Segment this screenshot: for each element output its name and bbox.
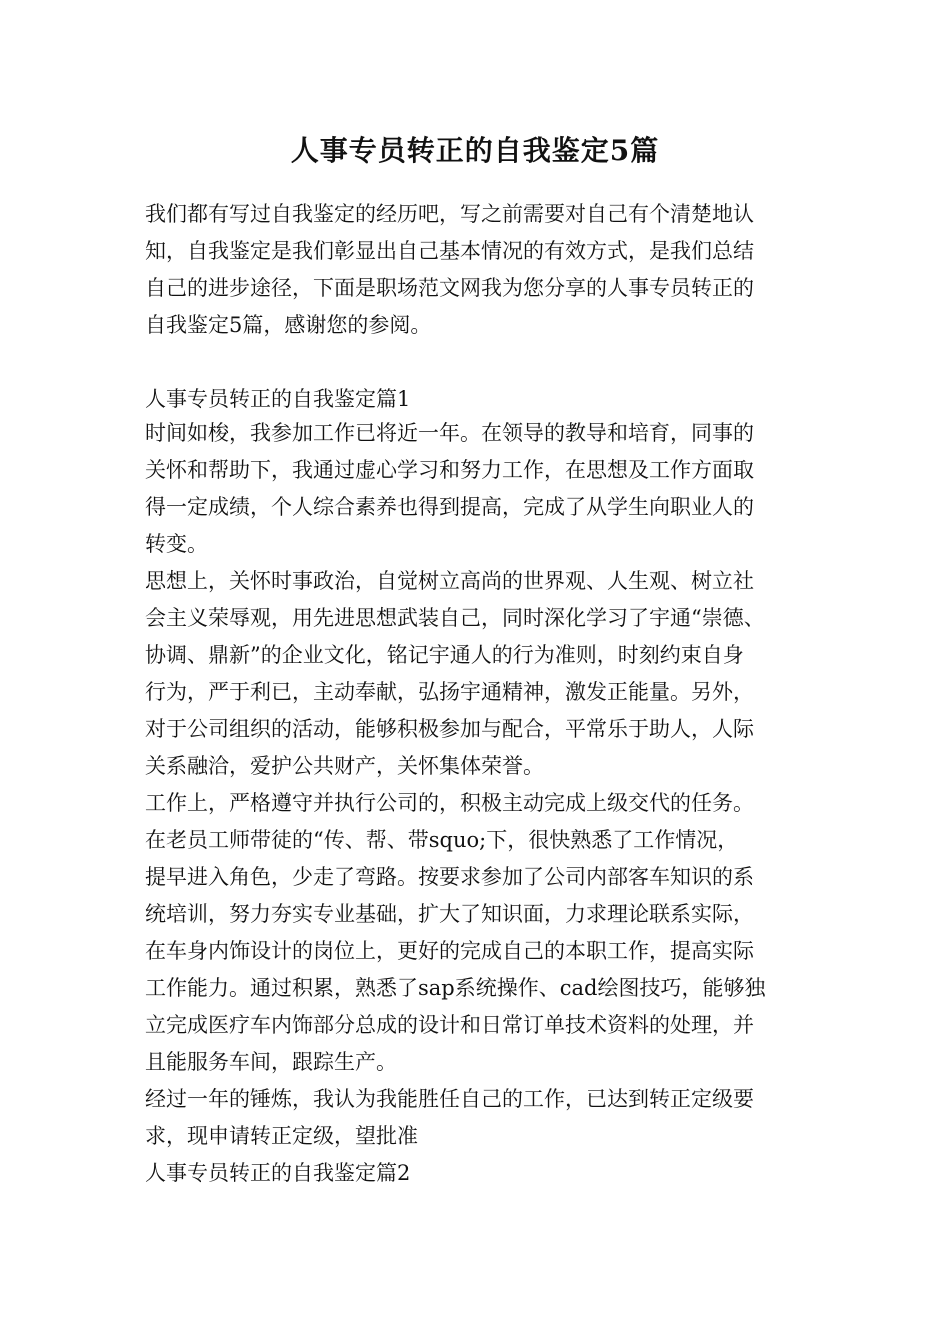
intro-line: 自己的进步途径，下面是职场范文网我为您分享的人事专员转正的 [145, 276, 754, 300]
body-line: 时间如梭，我参加工作已将近一年。在领导的教导和培育，同事的 [145, 421, 754, 445]
body-line: 提早进入角色，少走了弯路。按要求参加了公司内部客车知识的系 [145, 865, 754, 889]
body-line: 关怀和帮助下，我通过虚心学习和努力工作，在思想及工作方面取 [145, 458, 754, 482]
body-line: 求，现申请转正定级，望批准 [145, 1124, 418, 1148]
intro-line: 知，自我鉴定是我们彰显出自己基本情况的有效方式，是我们总结 [145, 239, 754, 263]
body-line: 关系融洽，爱护公共财产，关怀集体荣誉。 [145, 754, 544, 778]
body-line: 得一定成绩，个人综合素养也得到提高，完成了从学生向职业人的 [145, 495, 754, 519]
body-line: 在车身内饰设计的岗位上，更好的完成自己的本职工作，提高实际 [145, 939, 754, 963]
intro-line: 自我鉴定5篇，感谢您的参阅。 [145, 313, 432, 337]
body-line: 行为，严于利已，主动奉献，弘扬宇通精神，激发正能量。另外， [145, 680, 754, 704]
body-line: 统培训，努力夯实专业基础，扩大了知识面，力求理论联系实际， [145, 902, 754, 926]
body-line: 协调、鼎新”的企业文化，铭记宇通人的行为准则，时刻约束自身 [145, 643, 744, 667]
body-line: 转变。 [145, 532, 208, 556]
section-heading: 人事专员转正的自我鉴定篇1 [145, 387, 411, 411]
body-line: 立完成医疗车内饰部分总成的设计和日常订单技术资料的处理，并 [145, 1013, 754, 1037]
body-line: 在老员工师带徒的“传、帮、带squo;下，很快熟悉了工作情况， [145, 828, 739, 852]
body-line: 工作能力。通过积累，熟悉了sap系统操作、cad绘图技巧，能够独 [145, 976, 766, 1000]
body-line: 对于公司组织的活动，能够积极参加与配合，平常乐于助人，人际 [145, 717, 754, 741]
intro-line: 我们都有写过自我鉴定的经历吧，写之前需要对自己有个清楚地认 [145, 202, 754, 226]
body-line: 会主义荣辱观，用先进思想武装自己，同时深化学习了宇通“崇德、 [145, 606, 765, 630]
body-line: 思想上，关怀时事政治，自觉树立高尚的世界观、人生观、树立社 [145, 569, 754, 593]
section-heading: 人事专员转正的自我鉴定篇2 [145, 1161, 411, 1185]
body-line: 工作上，严格遵守并执行公司的，积极主动完成上级交代的任务。 [145, 791, 754, 815]
document-title: 人事专员转正的自我鉴定5篇 [290, 134, 660, 167]
body-line: 经过一年的锤炼，我认为我能胜任自己的工作，已达到转正定级要 [145, 1087, 754, 1111]
body-line: 且能服务车间，跟踪生产。 [145, 1050, 397, 1074]
